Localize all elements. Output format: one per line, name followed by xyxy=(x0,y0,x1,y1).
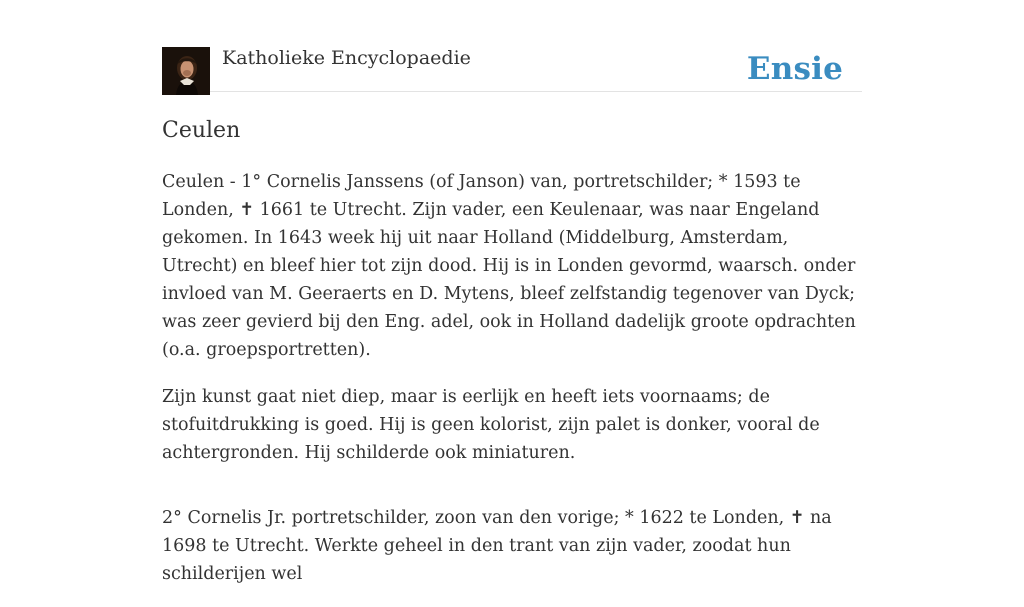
article-paragraph: 2° Cornelis Jr. portretschilder, zoon van den vorige; * 1622 te Londen, ✝ na 1698 te Utrecht. Werkte geheel in den trant van zijn vader, zoodat hun schilderijen wel xyxy=(162,508,832,584)
article-paragraph: Ceulen - 1° Cornelis Janssens (of Janson) van, portretschilder; * 1593 te Londen, ✝ 1661 te Utrecht. Zijn vader, een Keulenaar, was naar Engeland gekomen. In 1643 week hij uit naar Holland (Middelburg, Amsterdam, Utrecht) en bleef hier tot zijn dood. Hij is in Londen gevormd, waarsch. onder invloed van M. Geeraerts en D. Mytens, bleef zelfstandig tegenover van Dyck; was zeer gevierd bij den Eng. adel, ook in Holland dadelijk groote opdrachten (o.a. groepsportretten). xyxy=(162,172,856,360)
article-paragraph: Zijn kunst gaat niet diep, maar is eerlijk en heeft iets voornaams; de stofuitdrukking is goed. Hij is geen kolorist, zijn palet is donker, vooral de achtergronden. Hij schilderde ook miniaturen. xyxy=(162,387,820,463)
avatar[interactable] xyxy=(162,47,210,95)
portrait-painting-icon xyxy=(162,47,210,95)
article-title: Ceulen xyxy=(162,118,241,143)
page xyxy=(162,0,862,584)
site-header xyxy=(162,0,862,92)
article-body xyxy=(162,168,862,607)
site-name[interactable]: Katholieke Encyclopaedie xyxy=(222,47,471,69)
brand-logo[interactable]: Ensie xyxy=(746,51,843,87)
